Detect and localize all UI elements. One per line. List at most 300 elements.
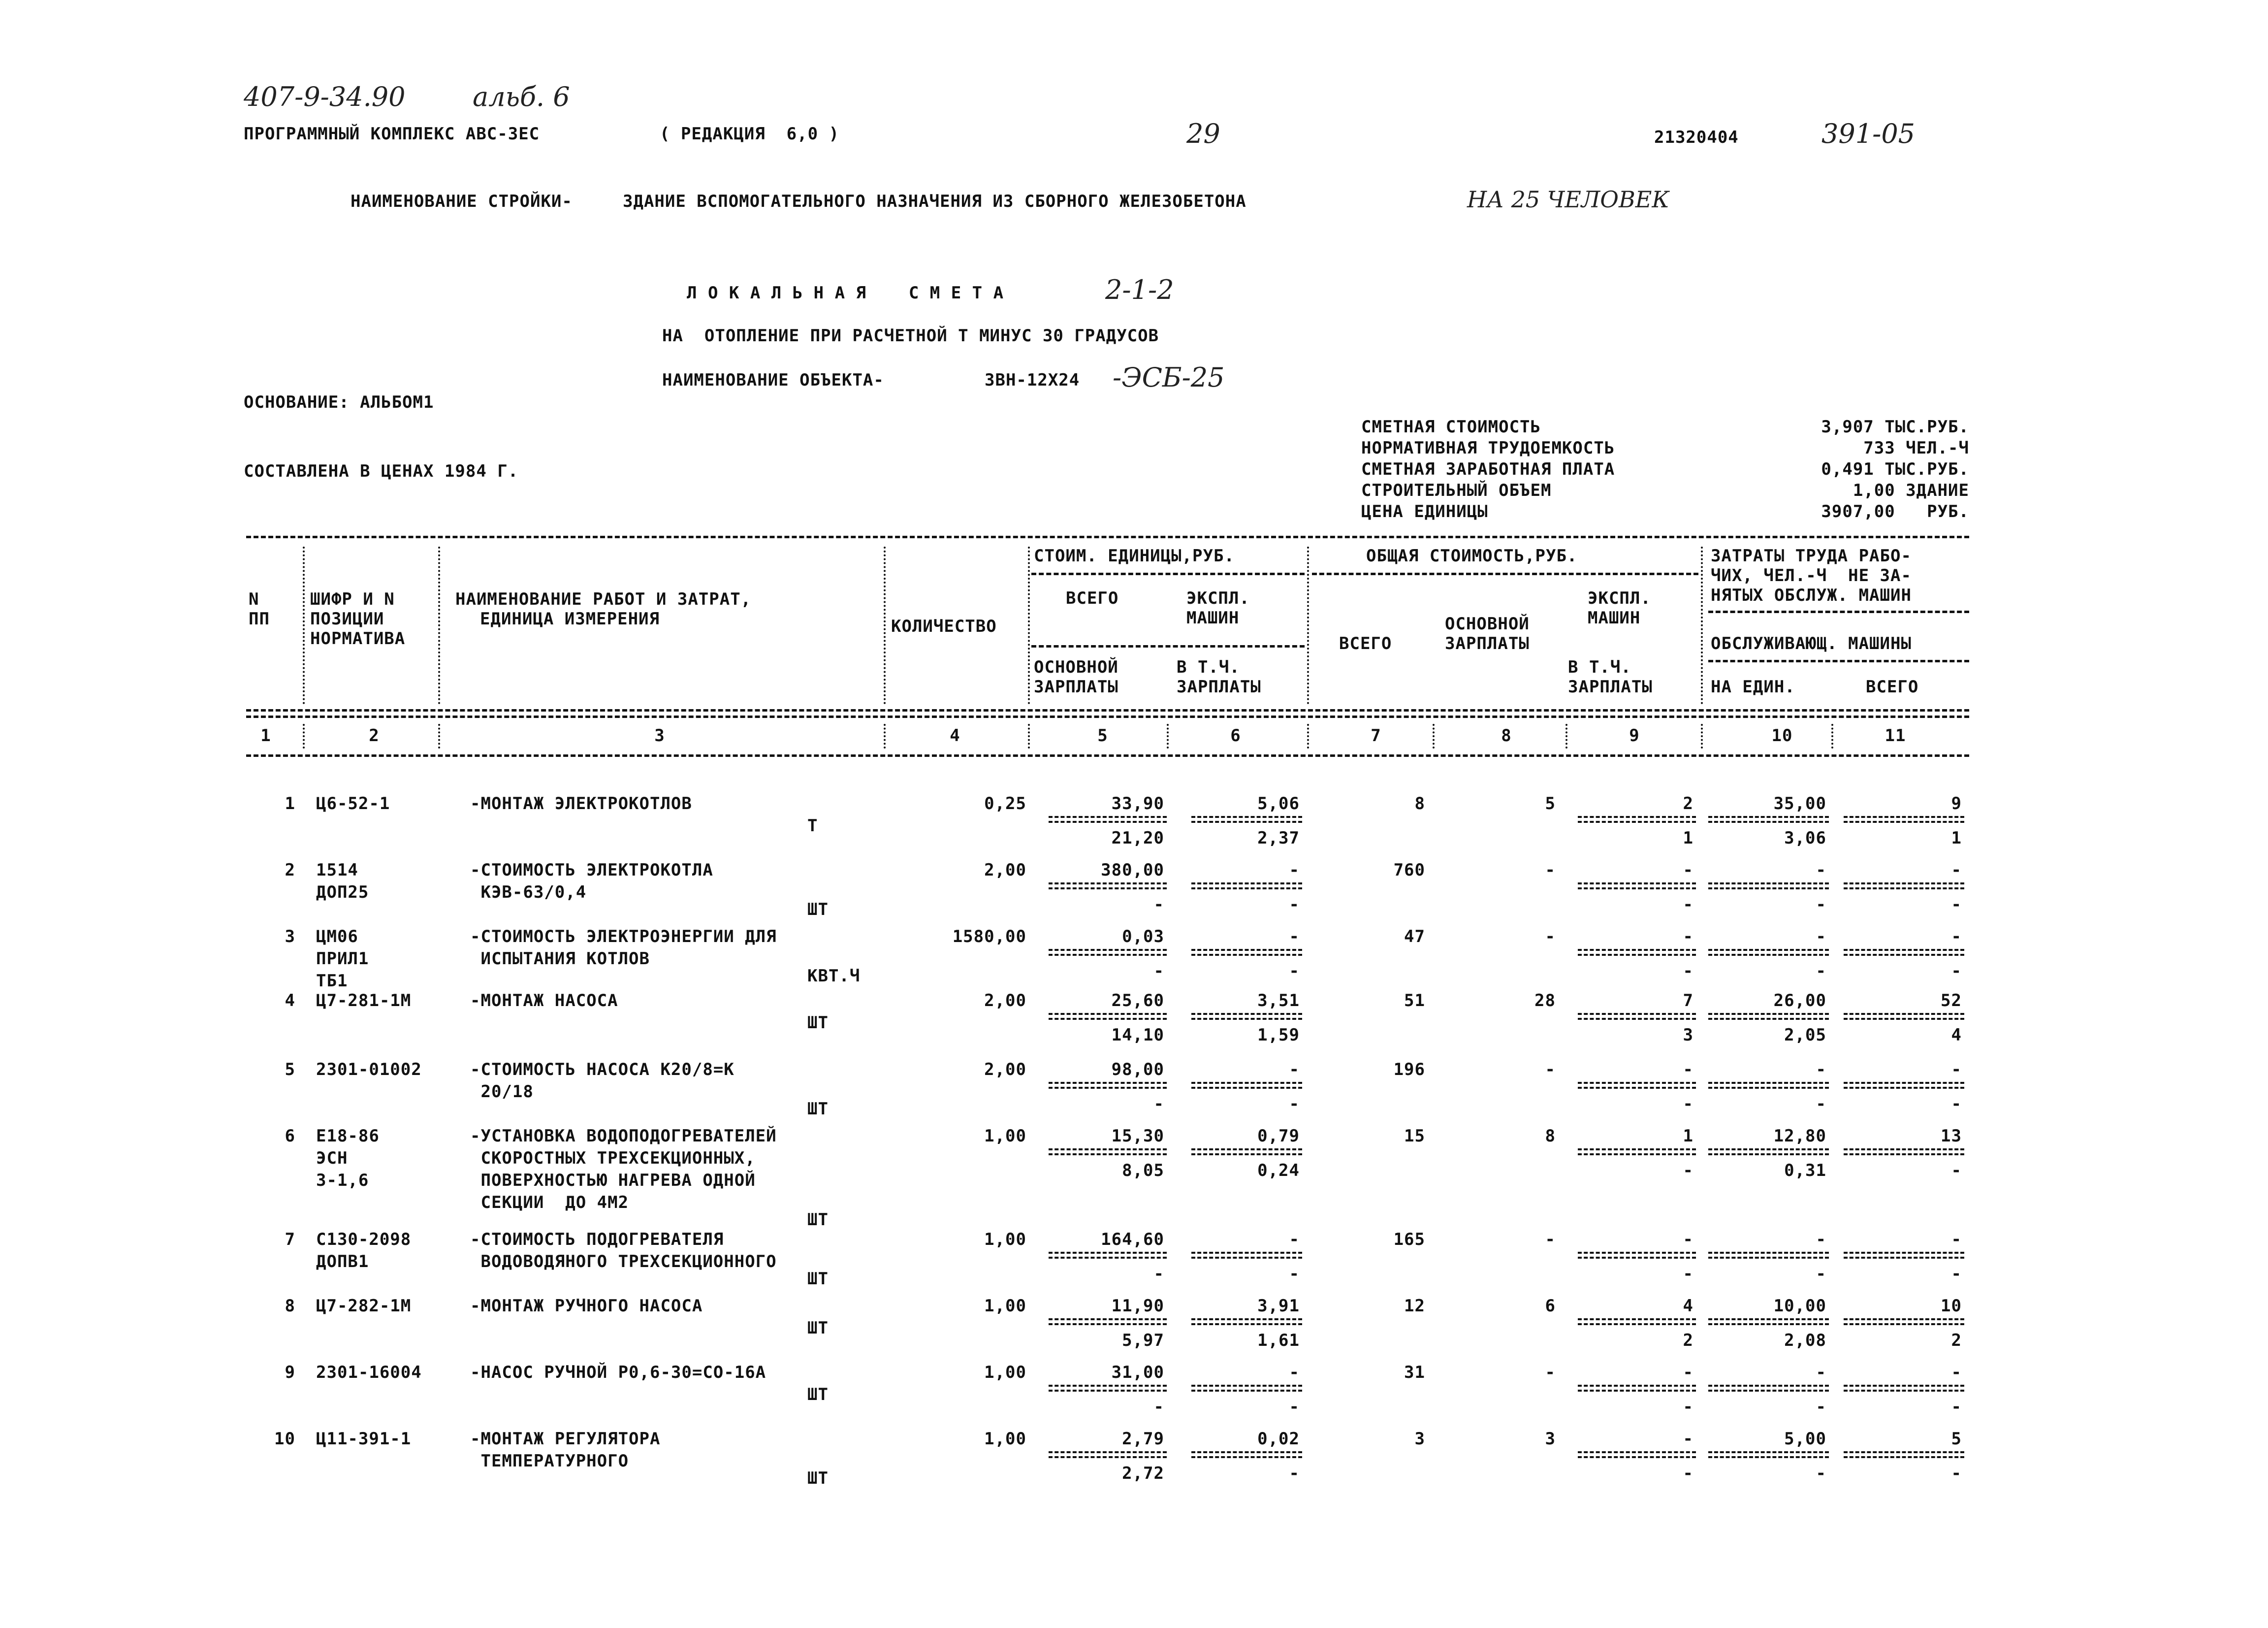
row-name: -УСТАНОВКА ВОДОПОДОГРЕВАТЕЛЕЙ [470,1126,777,1146]
row-unit: ШТ [807,1013,829,1033]
column-separator [1307,547,1309,704]
row-unit-machines: 5,06 [1257,794,1300,814]
unit-total-underline [1049,882,1167,889]
unit-total-underline [1049,1252,1167,1259]
row-unit-wages: - [1153,1264,1164,1284]
row-unit-total: 33,90 [1111,794,1164,814]
header-qty: КОЛИЧЕСТВО [891,617,997,636]
row-name: СЕКЦИИ ДО 4М2 [470,1193,629,1212]
construction-value: ЗДАНИЕ ВСПОМОГАТЕЛЬНОГО НАЗНАЧЕНИЯ ИЗ СБОРНОГО ЖЕЛЕЗОБЕТОНА [623,192,1246,211]
header-unit-base: ЗАРПЛАТЫ [1034,677,1118,697]
row-code: 2301-16004 [316,1363,422,1382]
row-unit-machine-wages: - [1289,1264,1300,1284]
header-name: НАИМЕНОВАНИЕ РАБОТ И ЗАТРАТ, [455,589,752,609]
document-code: 21320404 [1654,128,1739,147]
unit-total-underline [1049,949,1167,956]
row-labor-machine-total: 2 [1951,1331,1962,1350]
row-total: 196 [1393,1060,1425,1079]
row-code: ДОП25 [316,882,369,902]
row-unit: ШТ [807,1210,829,1230]
row-total: 47 [1404,927,1425,946]
column-number: 2 [369,726,380,746]
unit-total-underline [1049,816,1167,823]
row-code: ЦМ06 [316,927,358,946]
table-header-rule [246,709,1969,712]
row-quantity: 0,25 [984,794,1026,814]
unit-machines-underline [1191,1318,1302,1325]
row-labor-unit: 12,80 [1773,1126,1826,1146]
row-total: 3 [1414,1429,1425,1449]
column-number: 9 [1629,726,1640,746]
people-note: НА 25 ЧЕЛОВЕК [1467,186,1669,213]
row-code: ДОПВ1 [316,1252,369,1271]
column-separator [1307,724,1309,749]
row-total: 8 [1414,794,1425,814]
column-number: 5 [1097,726,1108,746]
unit-total-underline [1049,1318,1167,1325]
labor-unit-underline [1708,882,1829,889]
row-quantity: 2,00 [984,1060,1026,1079]
row-labor-machine-unit: - [1816,961,1826,981]
table-colnum-top-rule [246,716,1969,718]
header-unit-total: ВСЕГО [1066,588,1119,608]
row-name: ПОВЕРХНОСТЬЮ НАГРЕВА ОДНОЙ [470,1171,756,1190]
row-unit-total: 25,60 [1111,991,1164,1010]
row-total-wages: - [1545,1060,1556,1079]
header-total-base: ЗАРПЛАТЫ [1445,634,1530,653]
row-total-wages: 3 [1545,1429,1556,1449]
labor-total-underline [1844,1148,1964,1155]
row-total-machines: - [1683,860,1693,880]
row-total-machines: - [1683,1429,1693,1449]
sheet-code: 391-05 [1821,118,1916,149]
summary-value: 3,907 ТЫС.РУБ. [1821,417,1969,437]
row-code: Ц6-52-1 [316,794,390,814]
column-separator [1565,724,1567,749]
labor-total-underline [1844,816,1964,823]
column-separator [303,547,305,704]
row-code: Ц7-281-1М [316,991,412,1010]
column-separator [884,547,886,704]
row-labor-machine-unit: - [1816,895,1826,914]
header-total-mach: ЭКСПЛ. [1588,588,1651,608]
row-code: 3-1,6 [316,1171,369,1190]
labor-total-underline [1844,1082,1964,1089]
machines-underline [1578,949,1696,956]
row-name: 20/18 [470,1082,534,1102]
row-total-machines: - [1683,1230,1693,1249]
row-unit-machines: 0,02 [1257,1429,1300,1449]
row-labor-unit: - [1816,1230,1826,1249]
row-unit-machine-wages: - [1289,1397,1300,1417]
page-number: 29 [1186,118,1220,149]
row-labor-machine-total: - [1951,961,1962,981]
row-labor-unit: - [1816,1060,1826,1079]
row-unit-machine-wages: - [1289,895,1300,914]
row-labor-machine-total: - [1951,1464,1962,1483]
row-unit: ШТ [807,1385,829,1404]
row-labor-machine-unit: - [1816,1397,1826,1417]
labor-total-underline [1844,949,1964,956]
labor-unit-underline [1708,1385,1829,1392]
unit-machines-underline [1191,1385,1302,1392]
header-code: НОРМАТИВА [310,629,406,649]
machines-underline [1578,1082,1696,1089]
row-labor-unit: 35,00 [1773,794,1826,814]
machines-underline [1578,1451,1696,1458]
row-unit-machines: 3,51 [1257,991,1300,1010]
row-total-machines: - [1683,1060,1693,1079]
row-name: ТЕМПЕРАТУРНОГО [470,1451,629,1471]
row-labor-machine-unit: - [1816,1264,1826,1284]
row-machine-wages: - [1683,1094,1693,1114]
table-top-rule [246,536,1969,538]
row-machine-wages: - [1683,895,1693,914]
row-name: -МОНТАЖ ЭЛЕКТРОКОТЛОВ [470,794,692,814]
row-unit-wages: 14,10 [1111,1025,1164,1045]
row-unit-machine-wages: 0,24 [1257,1161,1300,1180]
row-unit-total: 0,03 [1122,927,1164,946]
row-number: 1 [285,794,295,814]
unit-machines-underline [1191,1082,1302,1089]
row-labor-unit: - [1816,927,1826,946]
row-code: ПРИЛ1 [316,949,369,969]
construction-label: НАИМЕНОВАНИЕ СТРОЙКИ- [351,192,573,211]
row-number: 6 [285,1126,295,1146]
unit-machines-underline [1191,882,1302,889]
column-separator [303,724,305,749]
program-edition: ( РЕДАКЦИЯ 6,0 ) [660,124,839,144]
row-code: С130-2098 [316,1230,412,1249]
row-labor-unit: - [1816,1363,1826,1382]
row-total: 31 [1404,1363,1425,1382]
column-separator [1028,547,1030,704]
row-unit-wages: 8,05 [1122,1161,1164,1180]
column-number: 10 [1771,726,1793,746]
column-number: 8 [1501,726,1512,746]
row-labor-total: 5 [1951,1429,1962,1449]
row-labor-unit: 10,00 [1773,1296,1826,1316]
header-total-incl: В Т.Ч. [1568,657,1631,677]
header-name: ЕДИНИЦА ИЗМЕРЕНИЯ [480,609,660,629]
row-name: -МОНТАЖ РУЧНОГО НАСОСА [470,1296,703,1316]
row-unit-machine-wages: - [1289,1094,1300,1114]
row-name: -СТОИМОСТЬ ЭЛЕКТРОЭНЕРГИИ ДЛЯ [470,927,777,946]
row-total-machines: 1 [1683,1126,1693,1146]
row-unit-total: 380,00 [1101,860,1164,880]
header-code: ШИФР И N [310,589,395,609]
summary-value: 3907,00 РУБ. [1821,502,1969,521]
row-unit-wages: 2,72 [1122,1464,1164,1483]
row-machine-wages: - [1683,961,1693,981]
labor-unit-underline [1708,816,1829,823]
smeta-number: 2-1-2 [1105,274,1174,305]
row-name: ИСПЫТАНИЯ КОТЛОВ [470,949,650,969]
row-labor-total: - [1951,860,1962,880]
row-total: 12 [1404,1296,1425,1316]
labor-unit-underline [1708,1013,1829,1020]
unit-machines-underline [1191,1252,1302,1259]
column-separator [1831,724,1833,749]
header-unit-cost: СТОИМ. ЕДИНИЦЫ,РУБ. [1034,546,1235,566]
row-labor-total: - [1951,1230,1962,1249]
row-total-wages: 28 [1534,991,1556,1010]
header-code: ПОЗИЦИИ [310,609,384,629]
header-unit-mach: МАШИН [1186,608,1240,628]
row-machine-wages: - [1683,1397,1693,1417]
labor-total-underline [1844,1385,1964,1392]
column-separator [1701,724,1703,749]
object-value: ЗВН-12Х24 [985,370,1080,390]
row-unit-machine-wages: 1,61 [1257,1331,1300,1350]
document-subject: НА ОТОПЛЕНИЕ ПРИ РАСЧЕТНОЙ Т МИНУС 30 ГРАДУСОВ [662,326,1159,346]
album-number: альб. 6 [473,81,570,112]
row-unit: ШТ [807,900,829,919]
summary-label: СТРОИТЕЛЬНЫЙ ОБЪЕМ [1361,481,1552,500]
row-code: Ц11-391-1 [316,1429,412,1449]
column-separator [1701,547,1703,704]
column-separator [438,547,440,704]
row-unit-wages: - [1153,1094,1164,1114]
unit-machines-underline [1191,1013,1302,1020]
header-total-mach: МАШИН [1588,608,1641,628]
row-name: -МОНТАЖ РЕГУЛЯТОРА [470,1429,661,1449]
row-unit: ШТ [807,1468,829,1488]
header-total-cost: ОБЩАЯ СТОИМОСТЬ,РУБ. [1366,546,1578,566]
row-unit-total: 31,00 [1111,1363,1164,1382]
labor-total-underline [1844,1451,1964,1458]
row-total-wages: 6 [1545,1296,1556,1316]
summary-value: 0,491 ТЫС.РУБ. [1821,459,1969,479]
summary-value: 1,00 ЗДАНИЕ [1853,481,1969,500]
header-no: N [249,589,259,609]
row-unit: Т [807,816,818,836]
header-labor: ЗАТРАТЫ ТРУДА РАБО- [1711,546,1912,566]
header-total-all: ВСЕГО [1339,634,1392,653]
basis: ОСНОВАНИЕ: АЛЬБОМ1 [244,392,434,412]
row-labor-unit: 5,00 [1784,1429,1826,1449]
header-divider [1031,573,1305,575]
row-unit-machine-wages: - [1289,961,1300,981]
row-total-machines: 7 [1683,991,1693,1010]
labor-total-underline [1844,1252,1964,1259]
row-quantity: 2,00 [984,860,1026,880]
row-code: ЭСН [316,1148,348,1168]
summary-label: НОРМАТИВНАЯ ТРУДОЕМКОСТЬ [1361,438,1615,458]
row-unit-machine-wages: 1,59 [1257,1025,1300,1045]
row-machine-wages: - [1683,1264,1693,1284]
row-total-wages: - [1545,1363,1556,1382]
row-labor-machine-total: 1 [1951,828,1962,848]
object-suffix: -ЭСБ-25 [1113,362,1225,393]
row-unit-total: 11,90 [1111,1296,1164,1316]
header-labor-unit: НА ЕДИН. [1711,677,1795,697]
column-separator [1433,724,1435,749]
row-quantity: 1,00 [984,1296,1026,1316]
header-labor: ЧИХ, ЧЕЛ.-Ч НЕ ЗА- [1711,566,1912,586]
row-labor-machine-total: - [1951,1397,1962,1417]
row-number: 7 [285,1230,295,1249]
row-total-machines: 4 [1683,1296,1693,1316]
row-name: СКОРОСТНЫХ ТРЕХСЕКЦИОННЫХ, [470,1148,756,1168]
row-total: 760 [1393,860,1425,880]
program-name: ПРОГРАММНЫЙ КОМПЛЕКС АВС-3ЕС [244,124,540,144]
labor-total-underline [1844,1013,1964,1020]
row-quantity: 1,00 [984,1429,1026,1449]
row-number: 10 [274,1429,295,1449]
row-unit: ШТ [807,1269,829,1289]
unit-machines-underline [1191,816,1302,823]
summary-label: ЦЕНА ЕДИНИЦЫ [1361,502,1488,521]
row-unit-wages: 21,20 [1111,828,1164,848]
column-separator [1028,724,1030,749]
row-labor-total: - [1951,927,1962,946]
column-separator [1167,724,1169,749]
header-labor-sub: ОБСЛУЖИВАЮЩ. МАШИНЫ [1711,634,1912,653]
row-number: 9 [285,1363,295,1382]
row-total-wages: - [1545,860,1556,880]
row-number: 3 [285,927,295,946]
row-total: 165 [1393,1230,1425,1249]
row-unit-total: 15,30 [1111,1126,1164,1146]
row-labor-total: 52 [1941,991,1962,1010]
row-machine-wages: - [1683,1464,1693,1483]
row-labor-machine-unit: - [1816,1094,1826,1114]
machines-underline [1578,1148,1696,1155]
row-number: 2 [285,860,295,880]
labor-unit-underline [1708,949,1829,956]
row-unit-machines: - [1289,1230,1300,1249]
header-unit-base: ОСНОВНОЙ [1034,657,1118,677]
machines-underline [1578,882,1696,889]
row-unit-machines: - [1289,1363,1300,1382]
machines-underline [1578,816,1696,823]
row-unit-wages: 5,97 [1122,1331,1164,1350]
column-separator [438,724,440,749]
row-labor-machine-unit: - [1816,1464,1826,1483]
row-name: -СТОИМОСТЬ НАСОСА К20/8=К [470,1060,735,1079]
row-unit-machines: 3,91 [1257,1296,1300,1316]
header-unit-incl: В Т.Ч. [1177,657,1240,677]
labor-unit-underline [1708,1082,1829,1089]
row-unit-total: 164,60 [1101,1230,1164,1249]
machines-underline [1578,1385,1696,1392]
row-labor-machine-total: 4 [1951,1025,1962,1045]
row-unit-machines: - [1289,860,1300,880]
column-number: 1 [260,726,271,746]
unit-machines-underline [1191,1451,1302,1458]
row-machine-wages: 2 [1683,1331,1693,1350]
row-labor-machine-unit: 0,31 [1784,1161,1826,1180]
header-total-base: ОСНОВНОЙ [1445,614,1530,634]
header-total-incl: ЗАРПЛАТЫ [1568,677,1653,697]
row-labor-machine-unit: 2,08 [1784,1331,1826,1350]
row-quantity: 2,00 [984,991,1026,1010]
column-number: 4 [950,726,960,746]
row-number: 4 [285,991,295,1010]
row-labor-unit: 26,00 [1773,991,1826,1010]
row-total: 51 [1404,991,1425,1010]
row-machine-wages: - [1683,1161,1693,1180]
table-colnum-bottom-rule [246,754,1969,757]
row-total-wages: 5 [1545,794,1556,814]
header-unit-incl: ЗАРПЛАТЫ [1177,677,1261,697]
column-number: 7 [1371,726,1381,746]
machines-underline [1578,1318,1696,1325]
labor-unit-underline [1708,1318,1829,1325]
row-name: -МОНТАЖ НАСОСА [470,991,618,1010]
row-name: -СТОИМОСТЬ ЭЛЕКТРОКОТЛА [470,860,713,880]
row-unit: КВТ.Ч [807,966,861,986]
row-unit-machines: - [1289,1060,1300,1079]
machines-underline [1578,1013,1696,1020]
labor-unit-underline [1708,1252,1829,1259]
row-labor-machine-total: - [1951,1264,1962,1284]
row-labor-unit: - [1816,860,1826,880]
header-divider [1708,660,1969,662]
row-total-machines: - [1683,927,1693,946]
row-name: -НАСОС РУЧНОЙ Р0,6-30=СО-16А [470,1363,767,1382]
header-unit-mach: ЭКСПЛ. [1186,588,1250,608]
document-title: Л О К А Л Ь Н А Я С М Е Т А [687,283,1004,303]
row-labor-total: - [1951,1060,1962,1079]
object-label: НАИМЕНОВАНИЕ ОБЪЕКТА- [662,370,884,390]
row-unit-machine-wages: 2,37 [1257,828,1300,848]
labor-total-underline [1844,1318,1964,1325]
column-separator [884,724,886,749]
unit-total-underline [1049,1082,1167,1089]
row-unit-total: 2,79 [1122,1429,1164,1449]
row-total: 15 [1404,1126,1425,1146]
header-divider [1031,645,1305,648]
row-quantity: 1,00 [984,1126,1026,1146]
unit-total-underline [1049,1451,1167,1458]
row-unit: ШТ [807,1099,829,1119]
row-machine-wages: 1 [1683,828,1693,848]
row-labor-machine-total: - [1951,895,1962,914]
header-divider [1708,611,1969,613]
header-divider [1312,573,1698,575]
row-total-wages: - [1545,1230,1556,1249]
row-name: ВОДОВОДЯНОГО ТРЕХСЕКЦИОННОГО [470,1252,777,1271]
labor-unit-underline [1708,1451,1829,1458]
row-total-machines: - [1683,1363,1693,1382]
summary-label: СМЕТНАЯ ЗАРАБОТНАЯ ПЛАТА [1361,459,1615,479]
unit-total-underline [1049,1013,1167,1020]
row-quantity: 1580,00 [952,927,1026,946]
header-no: ПП [249,609,270,629]
row-name: КЭВ-63/0,4 [470,882,587,902]
row-name: -СТОИМОСТЬ ПОДОГРЕВАТЕЛЯ [470,1230,724,1249]
unit-machines-underline [1191,949,1302,956]
row-labor-machine-unit: 2,05 [1784,1025,1826,1045]
row-labor-total: - [1951,1363,1962,1382]
album-reference: 407-9-34.90 [244,81,406,112]
header-labor: НЯТЫХ ОБСЛУЖ. МАШИН [1711,586,1912,605]
row-unit: ШТ [807,1318,829,1338]
row-code: Е18-86 [316,1126,380,1146]
row-unit-total: 98,00 [1111,1060,1164,1079]
row-total-wages: 8 [1545,1126,1556,1146]
row-unit-wages: - [1153,895,1164,914]
summary-value: 733 ЧЕЛ.-Ч [1863,438,1969,458]
column-number: 11 [1885,726,1906,746]
unit-total-underline [1049,1148,1167,1155]
header-labor-total: ВСЕГО [1866,677,1919,697]
labor-unit-underline [1708,1148,1829,1155]
row-quantity: 1,00 [984,1363,1026,1382]
labor-total-underline [1844,882,1964,889]
